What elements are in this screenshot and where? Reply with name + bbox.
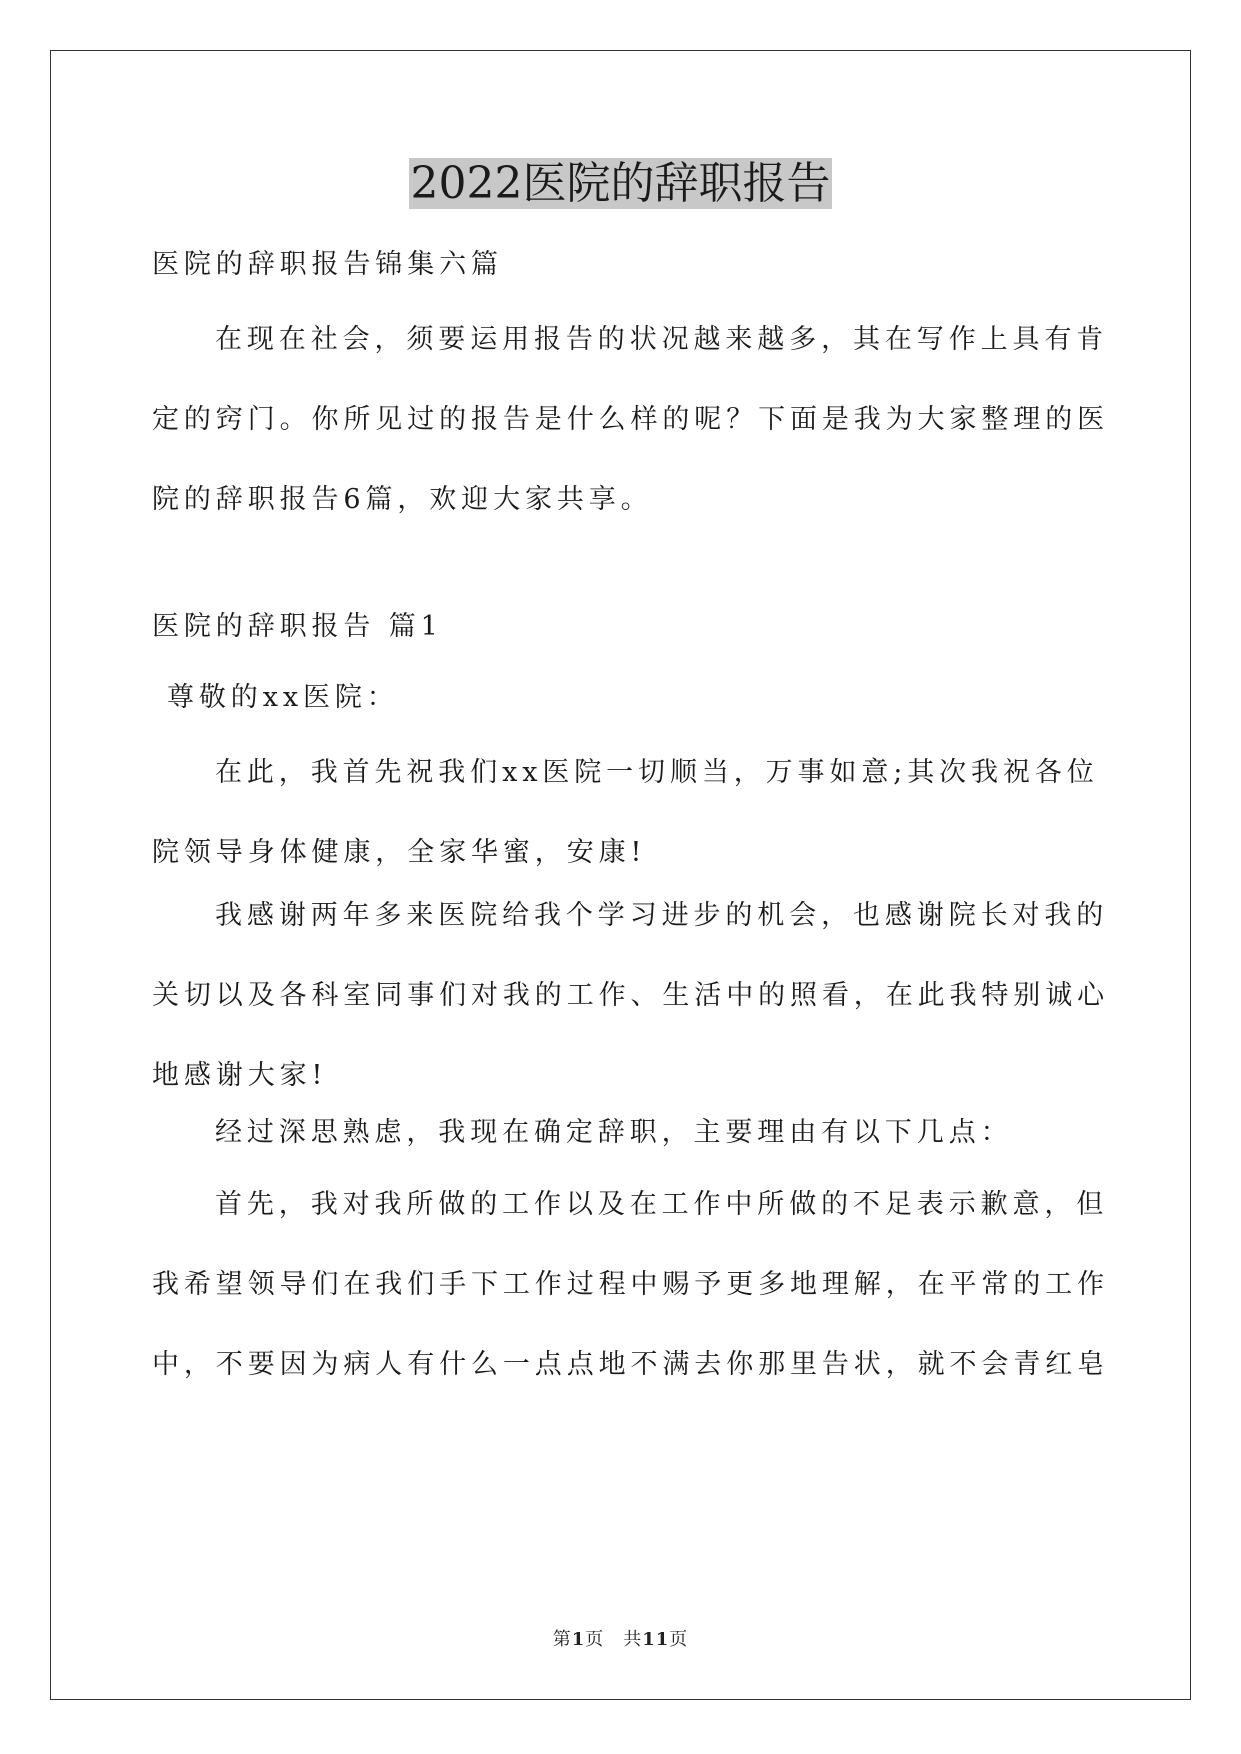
intro-line-1: 在现在社会，须要运用报告的状况越来越多，其在写作上具有肯 [215, 324, 1109, 355]
page-footer [0, 1625, 1241, 1651]
intro-paragraph [152, 300, 1109, 540]
section-heading [152, 587, 1092, 667]
document-subtitle [152, 225, 1092, 305]
footer-total-pages: 11 [642, 1629, 670, 1650]
paragraph-4-line-1: 首先，我对我所做的工作以及在工作中所做的不足表示歉意，但 [215, 1189, 1109, 1220]
salutation [152, 658, 1092, 738]
salutation-text: 尊敬的xx医院： [167, 682, 399, 713]
paragraph-2 [152, 876, 1109, 1116]
paragraph-1 [152, 733, 1099, 893]
footer-suffix: 页 [669, 1629, 689, 1650]
paragraph-4-line-3: 中，不要因为病人有什么一点点地不满去你那里告状，就不会青红皂 [152, 1349, 1109, 1380]
paragraph-2-line-1: 我感谢两年多来医院给我个学习进步的机会，也感谢院长对我的 [215, 900, 1109, 931]
paragraph-4 [152, 1165, 1109, 1405]
footer-prefix: 第 [552, 1629, 572, 1650]
paragraph-1-line-2: 院领导身体健康，全家华蜜，安康! [152, 837, 647, 868]
intro-line-3: 院的辞职报告6篇，欢迎大家共享。 [152, 484, 653, 515]
paragraph-2-line-2: 关切以及各科室同事们对我的工作、生活中的照看，在此我特别诚心 [152, 980, 1109, 1011]
document-title-text: 2022医院的辞职报告 [410, 158, 831, 209]
paragraph-3-line-1: 经过深思熟虑，我现在确定辞职，主要理由有以下几点： [215, 1117, 1013, 1148]
paragraph-4-line-2: 我希望领导们在我们手下工作过程中赐予更多地理解，在平常的工作 [152, 1269, 1109, 1300]
intro-line-2: 定的窍门。你所见过的报告是什么样的呢？下面是我为大家整理的医 [152, 404, 1109, 435]
section-heading-text: 医院的辞职报告 篇1 [152, 611, 443, 642]
footer-middle: 页 共 [585, 1629, 643, 1650]
paragraph-3 [152, 1093, 1092, 1173]
footer-page-number: 1 [571, 1629, 586, 1650]
paragraph-1-line-1: 在此，我首先祝我们xx医院一切顺当，万事如意;其次我祝各位 [215, 757, 1099, 788]
paragraph-2-line-3: 地感谢大家! [152, 1060, 328, 1091]
subtitle-line: 医院的辞职报告锦集六篇 [152, 249, 503, 280]
document-title [0, 158, 1241, 210]
